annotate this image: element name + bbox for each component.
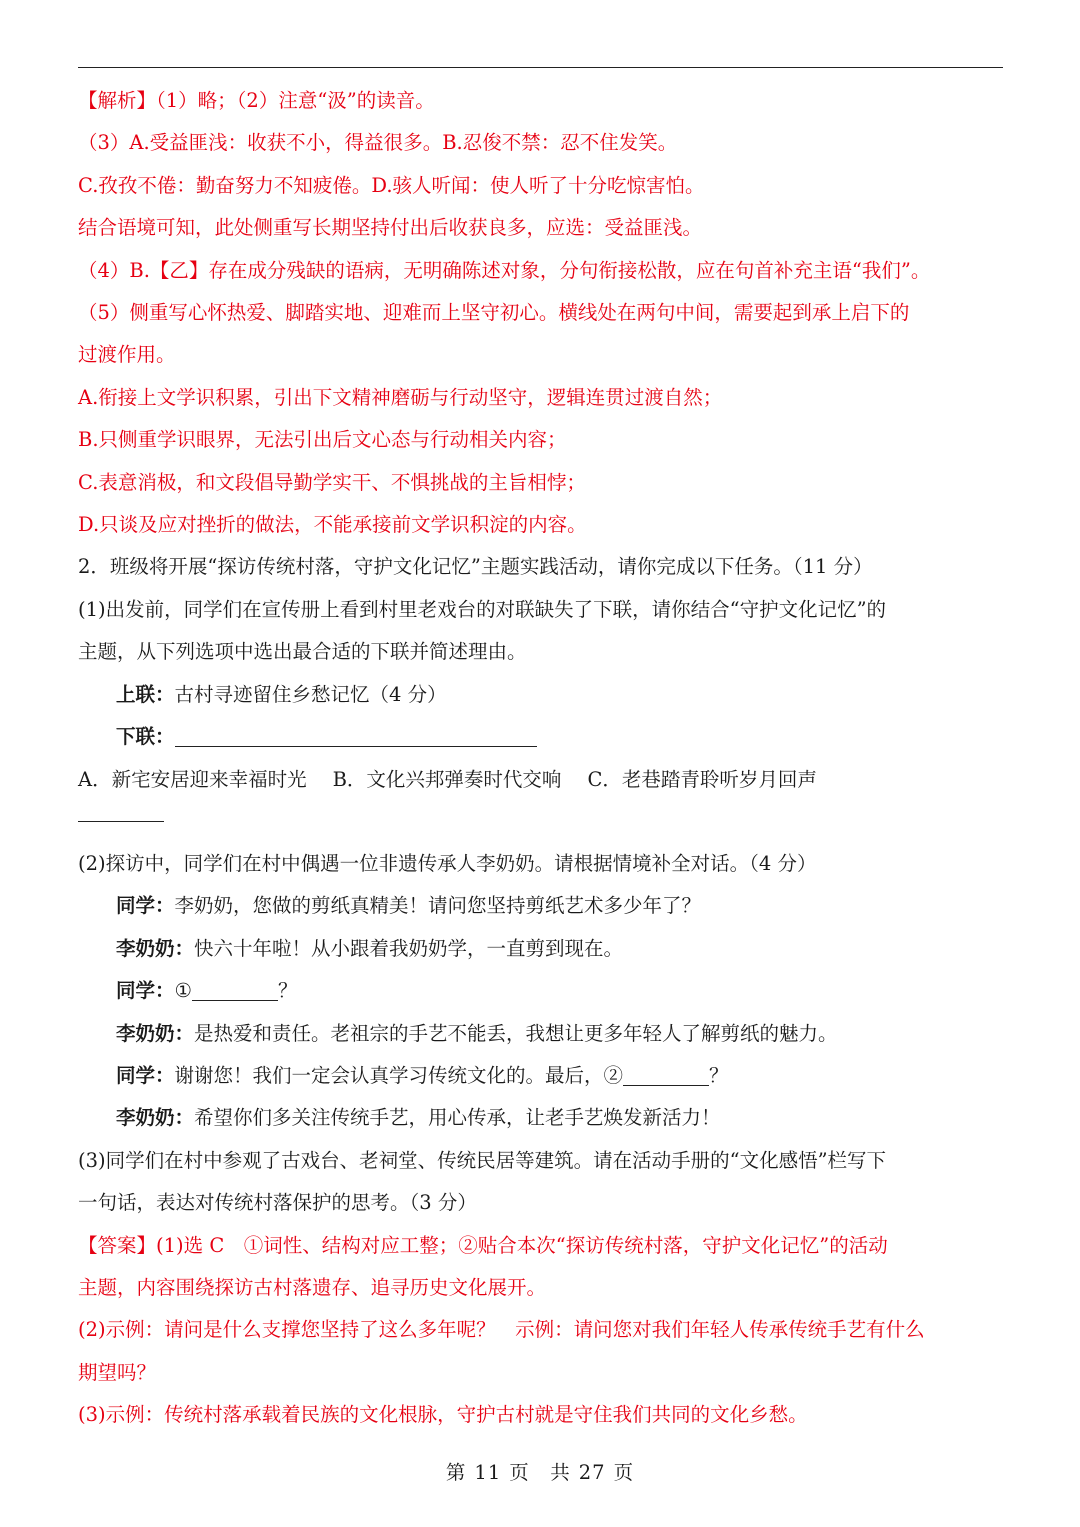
answer-tag: 【答案】 — [78, 1233, 157, 1257]
dialog-speaker: 同学： — [116, 894, 175, 918]
dialog-blank-1[interactable] — [192, 980, 278, 1001]
page-footer: 第 11 页 共 27 页 — [445, 1461, 635, 1484]
couplet-option-c: C．老巷踏青聆听岁月回声 — [587, 767, 817, 791]
analysis-line-6b: 过渡作用。 — [78, 343, 176, 367]
page-number-current: 11 — [474, 1461, 502, 1484]
couplet-option-b: B．文化兴邦弹奏时代交响 — [332, 767, 562, 791]
question-1-line-b: 主题，从下列选项中选出最合适的下联并简述理由。 — [78, 640, 527, 664]
dialog-speaker: 李奶奶： — [116, 1106, 195, 1130]
analysis-line-3: C.孜孜不倦：勤奋努力不知疲倦。D.骇人听闻：使人听了十分吃惊害怕。 — [78, 173, 705, 197]
couplet-options — [78, 759, 1008, 801]
question-1-answer-blank[interactable] — [78, 801, 164, 822]
question-2: (2)探访中，同学们在村中偶遇一位非遗传承人李奶奶。请根据情境补全对话。（4 分） — [78, 851, 817, 875]
lower-couplet-label: 下联： — [116, 725, 175, 749]
answer-line-2: 主题，内容围绕探访古村落遗存、追寻历史文化展开。 — [78, 1275, 547, 1299]
lower-couplet — [78, 716, 1008, 758]
analysis-line-1: 【解析】（1）略；（2）注意“汲”的读音。 — [78, 89, 435, 112]
answer-line-4: 期望吗？ — [78, 1360, 157, 1384]
lower-couplet-blank[interactable] — [175, 726, 537, 747]
dialog-line-2: 李奶奶：快六十年啦！从小跟着我奶奶学，一直剪到现在。 — [116, 936, 624, 960]
question-3-line-a: (3)同学们在村中参观了古戏台、老祠堂、传统民居等建筑。请在活动手册的“文化感悟”栏写下 — [78, 1148, 887, 1172]
upper-couplet — [78, 674, 1008, 716]
couplet-option-a: A．新宅安居迎来幸福时光 — [78, 767, 307, 791]
dialog-speaker: 李奶奶： — [116, 1021, 195, 1045]
analysis-tag: 【解析】 — [78, 89, 157, 112]
question-1-line-a: (1)出发前，同学们在宣传册上看到村里老戏台的对联缺失了下联，请你结合“守护文化记忆”的 — [78, 597, 887, 621]
analysis-line-6a: （5）侧重写心怀热爱、脚踏实地、迎难而上坚守初心。横线处在两句中间，需要起到承上启下的 — [78, 301, 910, 325]
dialog-line-4: 李奶奶：是热爱和责任。老祖宗的手艺不能丢，我想让更多年轻人了解剪纸的魅力。 — [116, 1021, 838, 1045]
analysis-option-b: B.只侧重学识眼界，无法引出后文心态与行动相关内容； — [78, 428, 567, 452]
answer-line-5: (3)示例：传统村落承载着民族的文化根脉，守护古村就是守住我们共同的文化乡愁。 — [78, 1403, 808, 1427]
analysis-line-4: 结合语境可知，此处侧重写长期坚持付出后收获良多，应选：受益匪浅。 — [78, 216, 703, 240]
answer-line-3: (2)示例：请问是什么支撑您坚持了这么多年呢？ 示例：请问您对我们年轻人传承传统手艺有什么 — [78, 1318, 925, 1342]
dialog-line-6: 李奶奶：希望你们多关注传统手艺，用心传承，让老手艺焕发新活力！ — [116, 1106, 721, 1130]
page-number-total: 27 — [578, 1461, 606, 1484]
upper-couplet-label: 上联： — [116, 682, 175, 706]
question-title: 2．班级将开展“探访传统村落，守护文化记忆”主题实践活动，请你完成以下任务。（11 分） — [78, 555, 873, 579]
dialog-line-1: 同学：李奶奶，您做的剪纸真精美！请问您坚持剪纸艺术多少年了？ — [116, 894, 702, 918]
dialog-speaker: 同学： — [116, 979, 175, 1003]
analysis-option-c: C.表意消极，和文段倡导勤学实干、不惧挑战的主旨相悖； — [78, 470, 586, 494]
analysis-line-2: （3）A.受益匪浅：收获不小，得益很多。B.忍俊不禁：忍不住发笑。 — [78, 131, 678, 155]
dialog-blank-2[interactable] — [623, 1064, 709, 1085]
analysis-option-d: D.只谈及应对挫折的做法，不能承接前文学识积淀的内容。 — [78, 513, 587, 537]
answer-blank-row — [78, 801, 1008, 843]
answer-line-1: 【答案】(1)选 C ①词性、结构对应工整；②贴合本次“探访传统村落，守护文化记忆”的活动 — [78, 1233, 888, 1257]
dialog-speaker: 李奶奶： — [116, 936, 195, 960]
header-rule — [78, 67, 1003, 68]
page-content — [78, 80, 1008, 1437]
question-3-line-b: 一句话，表达对传统村落保护的思考。（3 分） — [78, 1191, 477, 1215]
analysis-option-a: A.衔接上文学识积累，引出下文精神磨砺与行动坚守，逻辑连贯过渡自然； — [78, 385, 723, 409]
dialog-line-3: 同学：① ？ — [116, 979, 298, 1003]
dialog-speaker: 同学： — [116, 1063, 175, 1087]
analysis-line-5: （4）B.【乙】存在成分残缺的语病，无明确陈述对象，分句衔接松散，应在句首补充主语“我们”。 — [78, 258, 931, 282]
upper-couplet-text: 古村寻迹留住乡愁记忆（4 分） — [174, 682, 447, 706]
dialog-line-5: 同学：谢谢您！我们一定会认真学习传统文化的。最后，② ？ — [116, 1063, 729, 1087]
